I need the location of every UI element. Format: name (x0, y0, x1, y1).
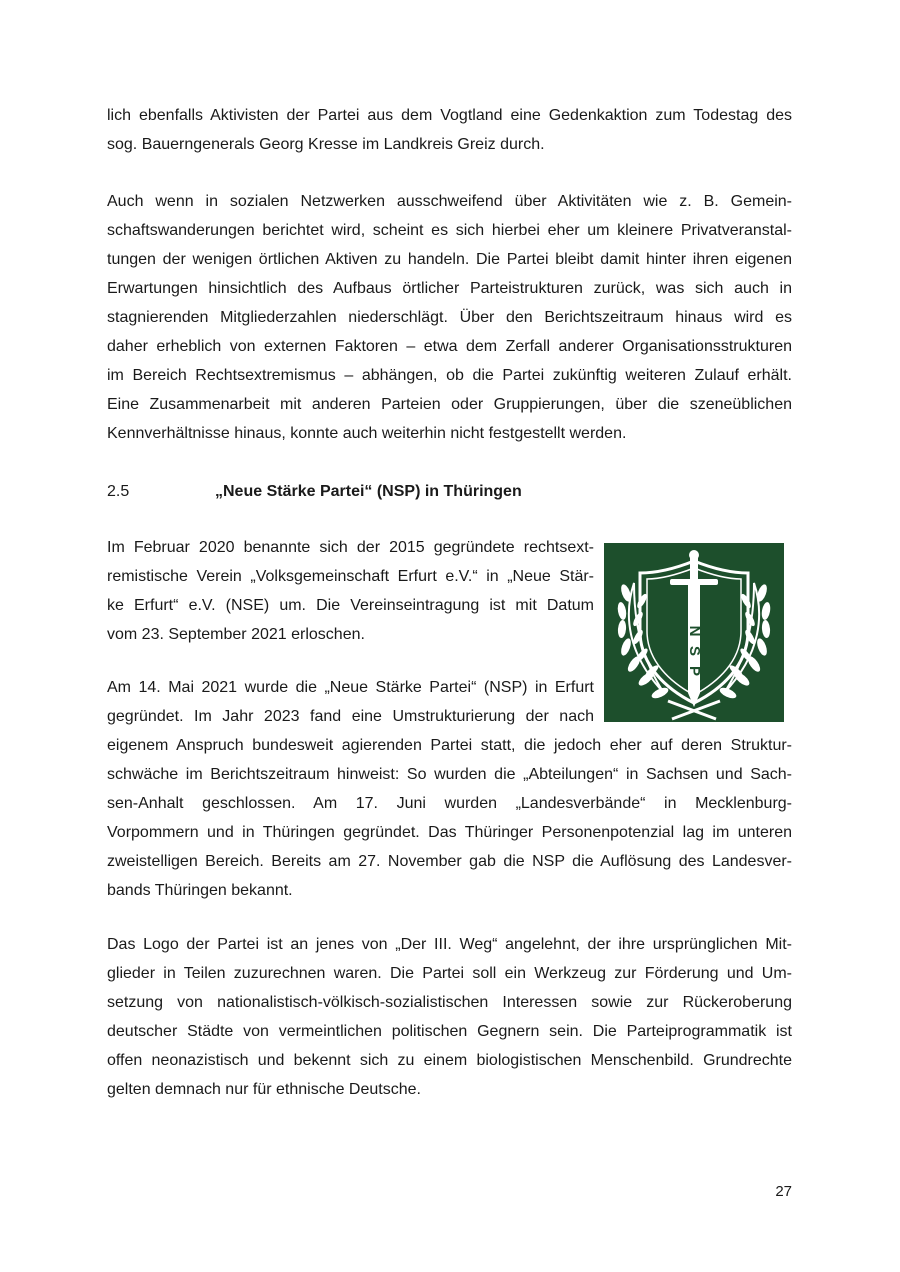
nsp-shield-sword-laurel-icon (604, 543, 784, 722)
text-line: daher erheblich von externen Faktoren – etwa dem Zerfall anderer Organisationsstrukturen (107, 338, 792, 355)
text-line: sen-Anhalt geschlossen. Am 17. Juni wurden „Landesverbände“ in Mecklenburg- (107, 795, 792, 812)
text-line: Im Februar 2020 benannte sich der 2015 gegründete rechtsext- (107, 539, 594, 556)
page-number: 27 (775, 1183, 792, 1200)
text-line: schwäche im Berichtszeitraum hinweist: So wurden die „Abteilungen“ in Sachsen und Sach- (107, 766, 792, 783)
section-number: 2.5 (107, 483, 130, 500)
text-line: tungen der wenigen örtlichen Aktiven zu handeln. Die Partei bleibt damit hinter ihren eigenen (107, 251, 792, 268)
text-line: ke Erfurt“ e.V. (NSE) um. Die Vereinseintragung ist mit Datum (107, 597, 594, 614)
svg-text:N: N (686, 625, 703, 637)
text-line: remistische Verein „Volksgemeinschaft Erfurt e.V.“ in „Neue Stär- (107, 568, 594, 585)
text-line: Auch wenn in sozialen Netzwerken ausschweifend über Aktivitäten wie z. B. Gemein- (107, 193, 792, 210)
text-line: vom 23. September 2021 erloschen. (107, 626, 365, 643)
svg-text:S: S (686, 645, 703, 657)
svg-text:P: P (686, 665, 703, 677)
text-line: gelten demnach nur für ethnische Deutsche. (107, 1081, 421, 1098)
nsp-logo (604, 543, 784, 722)
text-line: eigenem Anspruch bundesweit agierenden Partei statt, die jedoch eher auf deren Struktur- (107, 737, 792, 754)
paragraph-1 (107, 101, 792, 159)
text-line: lich ebenfalls Aktivisten der Partei aus dem Vogtland eine Gedenkaktion zum Todestag des (107, 107, 792, 124)
text-line: deutscher Städte von vermeintlichen politischen Gegnern sein. Die Parteiprogrammatik ist (107, 1023, 792, 1040)
text-line: gegründet. Im Jahr 2023 fand eine Umstrukturierung der nach (107, 708, 594, 725)
text-line: glieder in Teilen zuzurechnen waren. Die Partei soll ein Werkzeug zur Förderung und Um- (107, 965, 792, 982)
text-line: schaftswanderungen berichtet wird, scheint es sich hierbei eher um kleinere Privatveranstal- (107, 222, 792, 239)
text-line: Das Logo der Partei ist an jenes von „Der III. Weg“ angelehnt, der ihre ursprünglichen Mit- (107, 936, 792, 953)
text-line: stagnierenden Mitgliederzahlen niederschlägt. Über den Berichtszeitraum hinaus wird es (107, 309, 792, 326)
paragraph-2 (107, 187, 792, 448)
text-line: Am 14. Mai 2021 wurde die „Neue Stärke Partei“ (NSP) in Erfurt (107, 679, 594, 696)
section-title: „Neue Stärke Partei“ (NSP) in Thüringen (215, 483, 522, 500)
text-line: bands Thüringen bekannt. (107, 882, 293, 899)
text-line: zweistelligen Bereich. Bereits am 27. November gab die NSP die Auflösung des Landesver- (107, 853, 792, 870)
text-line: Eine Zusammenarbeit mit anderen Parteien oder Gruppierungen, über die szeneüblichen (107, 396, 792, 413)
text-line: setzung von nationalistisch-völkisch-sozialistischen Interessen sowie zur Rückeroberung (107, 994, 792, 1011)
text-line: Erwartungen hinsichtlich des Aufbaus örtlicher Parteistrukturen zurück, was sich auch in (107, 280, 792, 297)
text-line: sog. Bauerngenerals Georg Kresse im Landkreis Greiz durch. (107, 136, 545, 153)
paragraph-3 (107, 533, 594, 649)
text-line: im Bereich Rechtsextremismus – abhängen, ob die Partei zukünftig weiteren Zulauf erhält. (107, 367, 792, 384)
text-line: Vorpommern und in Thüringen gegründet. Das Thüringer Personenpotenzial lag im unteren (107, 824, 792, 841)
text-line: offen neonazistisch und bekennt sich zu einem biologistischen Menschenbild. Grundrechte (107, 1052, 792, 1069)
text-line: Kennverhältnisse hinaus, konnte auch weiterhin nicht festgestellt werden. (107, 425, 627, 442)
paragraph-5 (107, 930, 792, 1104)
